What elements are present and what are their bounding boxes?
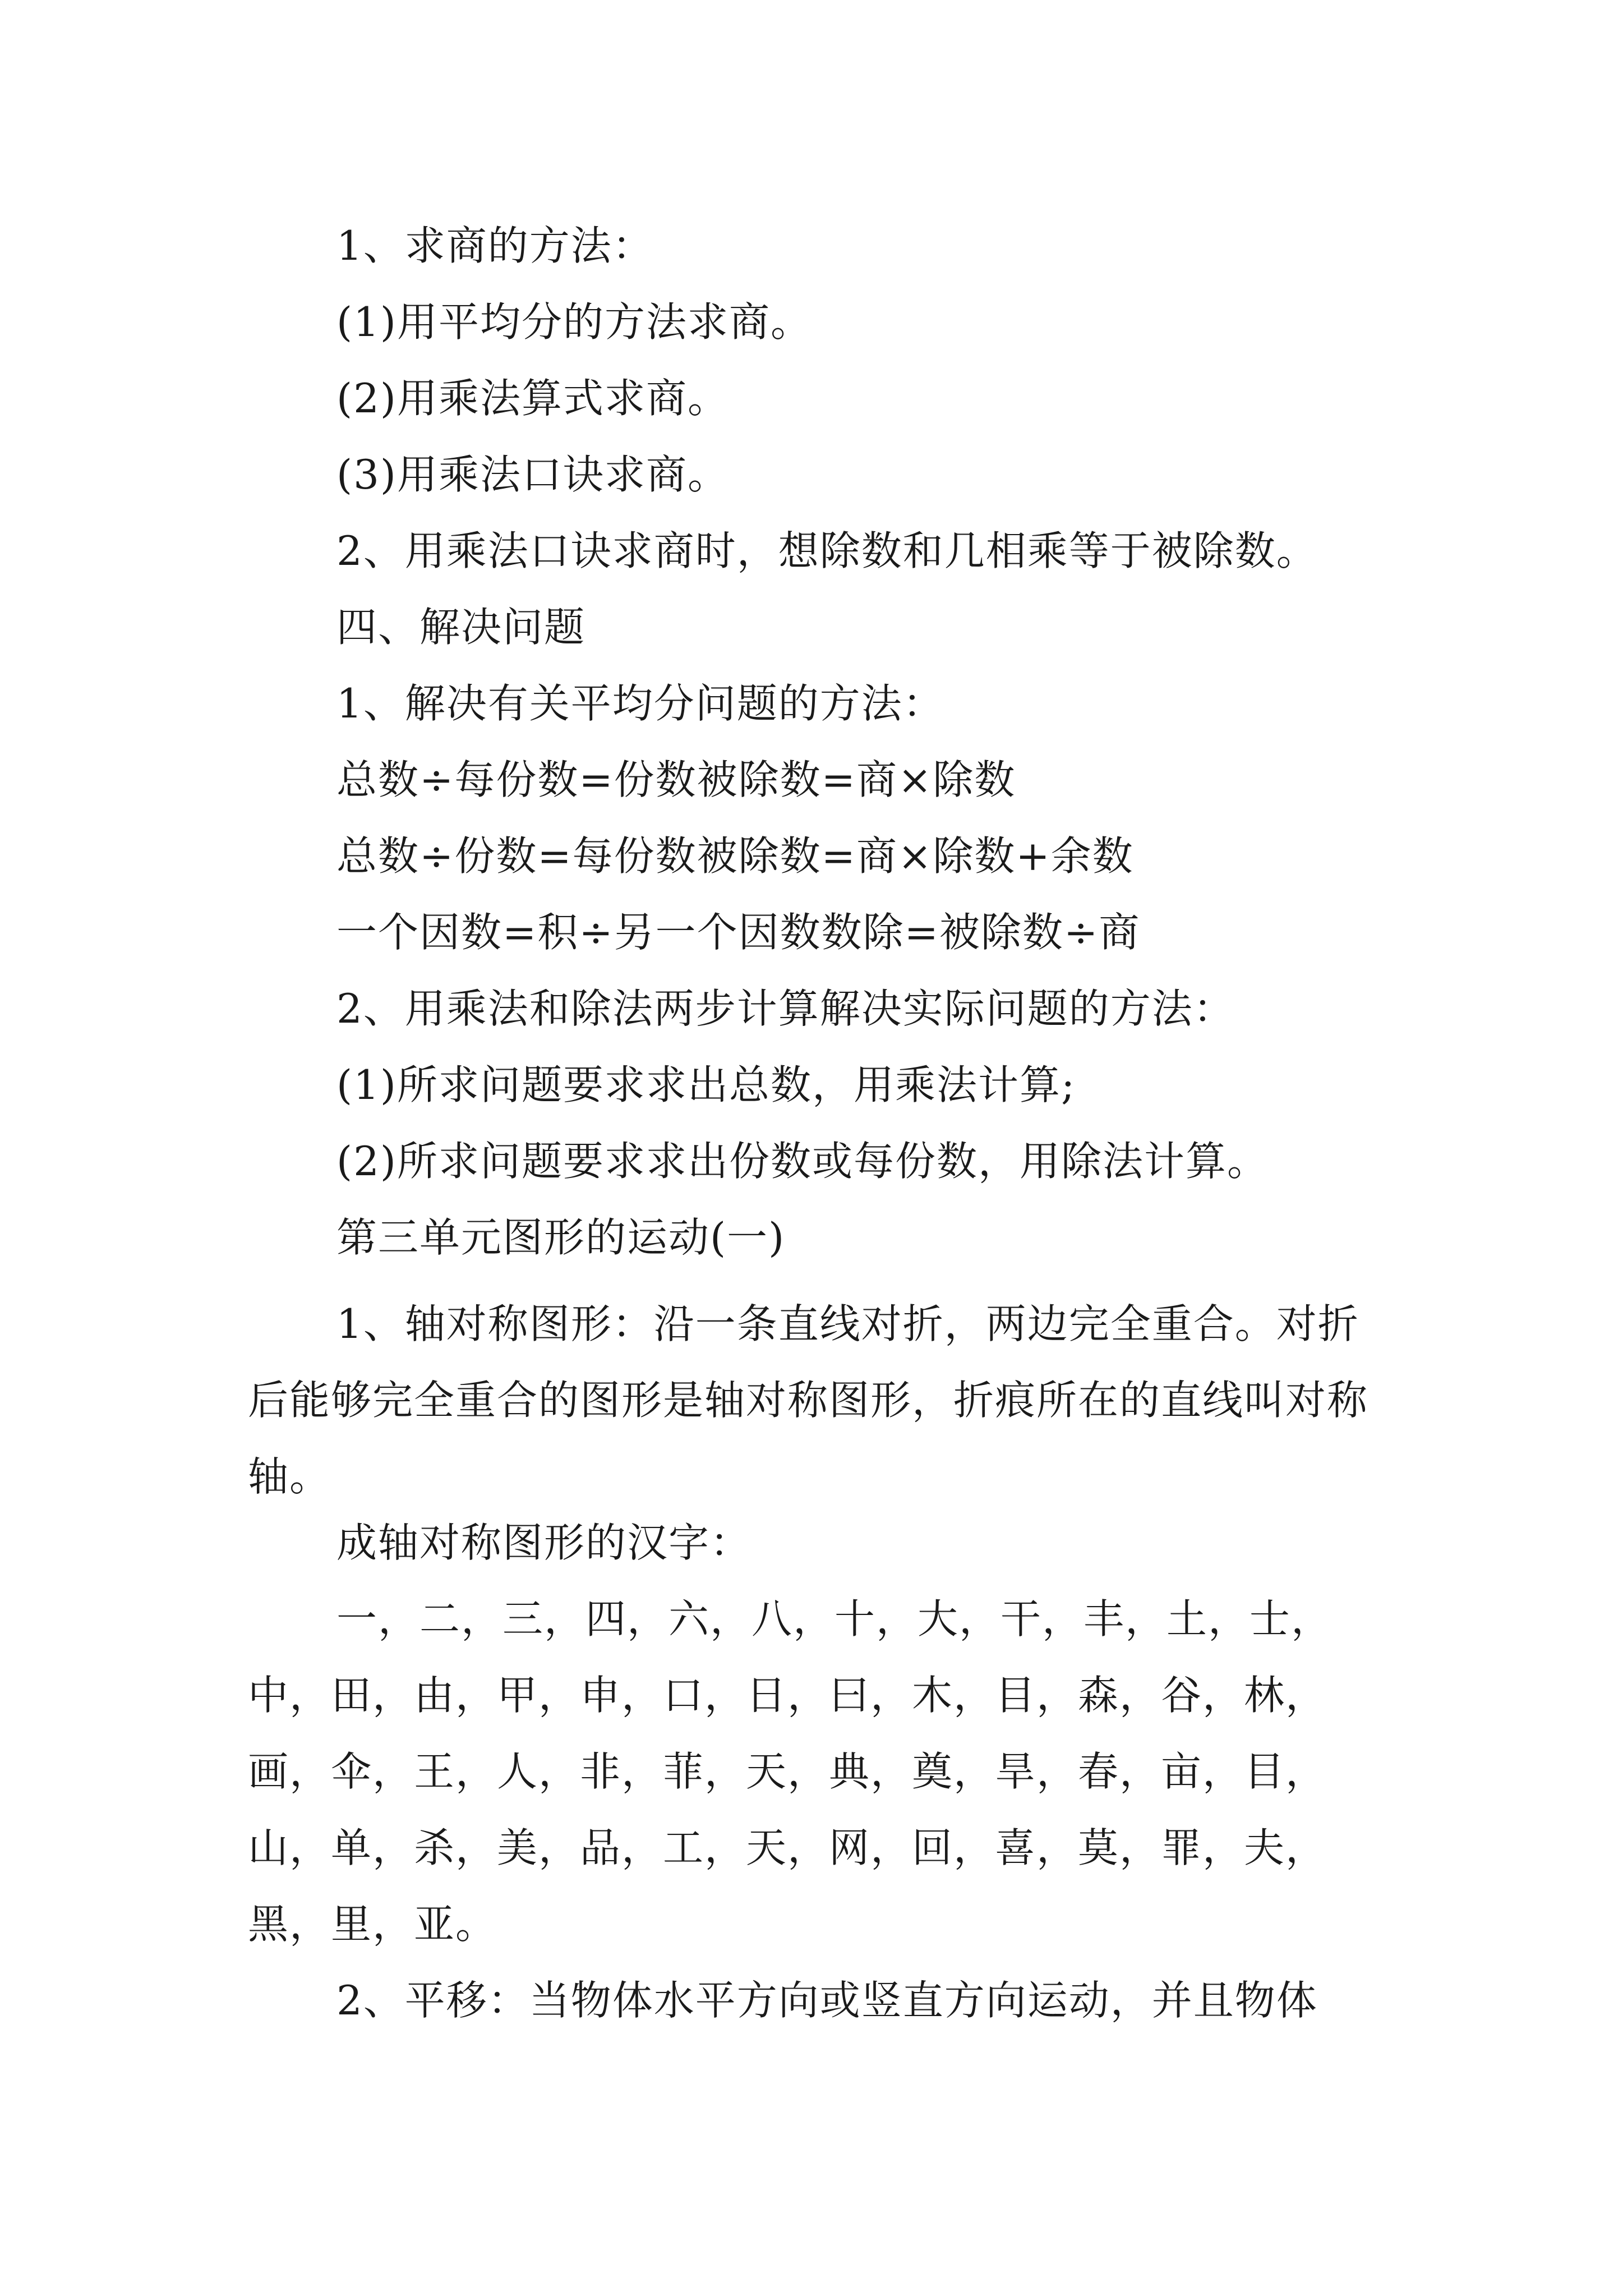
text-line: (1)用平均分的方法求商。 bbox=[336, 298, 812, 346]
translation-paragraph: 2、平移：当物体水平方向或竖直方向运动，并且物体 bbox=[336, 1977, 1318, 2024]
text-line: (3)用乘法口诀求商。 bbox=[336, 451, 729, 498]
chars-heading: 成轴对称图形的汉字： bbox=[336, 1519, 752, 1566]
text-line: (1)所求问题要求求出总数，用乘法计算; bbox=[336, 1061, 1076, 1108]
unit-heading: 第三单元图形的运动(一) bbox=[336, 1214, 786, 1261]
formula-line: 总数÷每份数=份数被除数=商×除数 bbox=[336, 756, 1016, 803]
chars-line: 黑，里，亚。 bbox=[248, 1901, 497, 1948]
chars-line: 画，伞，王，人，非，菲，天，典，奠，旱，春，亩，目， bbox=[248, 1748, 1327, 1795]
text-line: (2)用乘法算式求商。 bbox=[336, 375, 729, 422]
section-heading: 四、解决问题 bbox=[336, 604, 586, 651]
formula-line: 总数÷份数=每份数被除数=商×除数+余数 bbox=[336, 832, 1134, 880]
chars-line: 山，单，杀，美，品，工，天，网，回，喜，莫，罪，夫， bbox=[248, 1824, 1327, 1871]
text-line: 2、用乘法和除法两步计算解决实际问题的方法： bbox=[336, 985, 1235, 1032]
text-line: 1、解决有关平均分问题的方法： bbox=[336, 680, 944, 727]
axis-symmetry-paragraph: 1、轴对称图形：沿一条直线对折，两边完全重合。对折后能够完全重合的图形是轴对称图形，折痕所在的直线叫对称轴。 bbox=[248, 1300, 1369, 1500]
chars-line: 一，二，三，四，六，八，十，大，干，丰，土，士， bbox=[336, 1595, 1333, 1642]
text-line: (2)所求问题要求求出份数或每份数，用除法计算。 bbox=[336, 1138, 1269, 1185]
formula-line: 一个因数=积÷另一个因数数除=被除数÷商 bbox=[336, 909, 1141, 956]
text-line: 1、求商的方法： bbox=[336, 222, 654, 269]
text-line: 2、用乘法口诀求商时，想除数和几相乘等于被除数。 bbox=[336, 527, 1318, 574]
chars-line: 中，田，由，甲，申，口，日，曰，木，目，森，谷，林， bbox=[248, 1672, 1327, 1719]
